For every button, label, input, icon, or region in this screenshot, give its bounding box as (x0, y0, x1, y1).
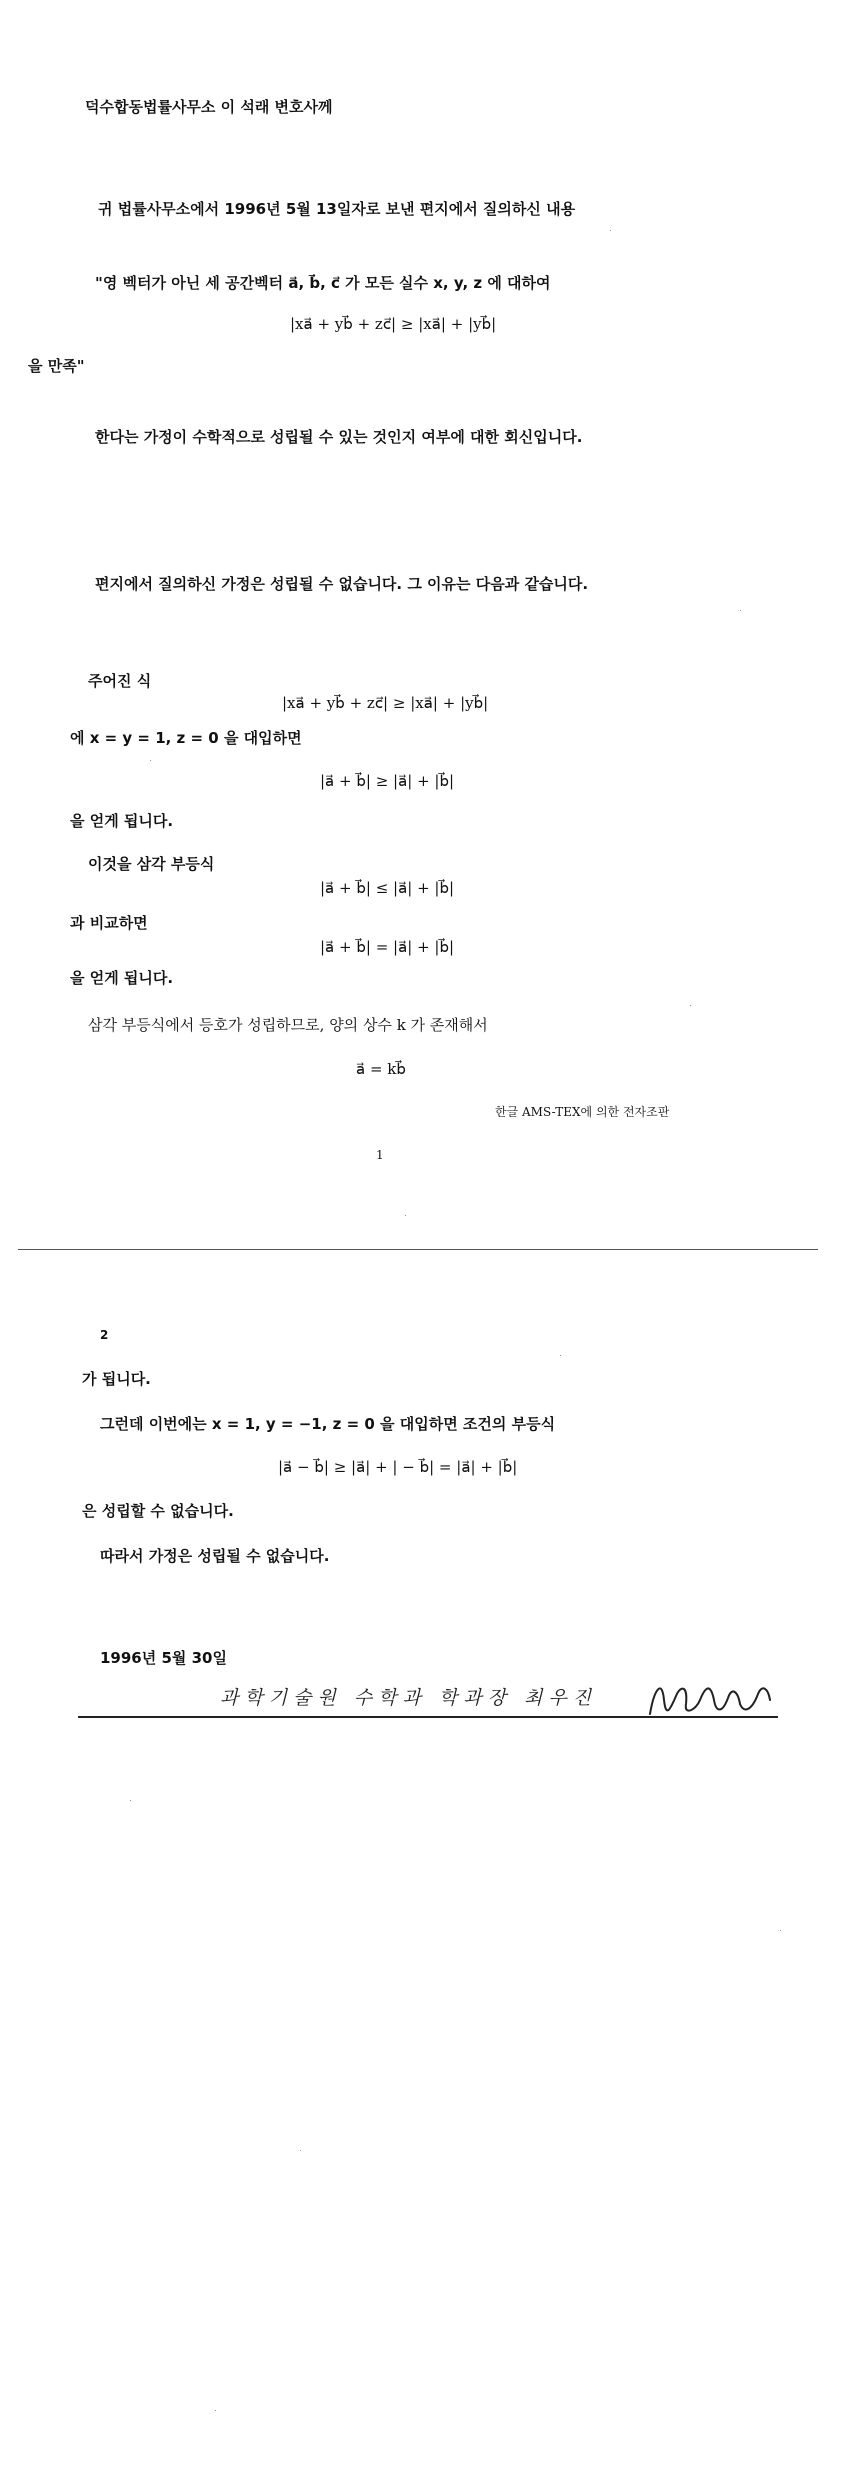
obtain-line-1: 을 얻게 됩니다. (70, 812, 174, 830)
addressee-line: 덕수합동법률사무소 이 석래 변호사께 (85, 98, 333, 116)
triangle-label: 이것을 삼각 부등식 (88, 855, 215, 873)
equality-formula: |a⃗ + b⃗| = |a⃗| + |b⃗| (320, 938, 455, 956)
answer-line: 편지에서 질의하신 가정은 성립될 수 없습니다. 그 이유는 다음과 같습니다. (95, 575, 589, 593)
page-number-1: 1 (376, 1148, 384, 1162)
date-line: 1996년 5월 30일 (100, 1649, 227, 1667)
conclusion-line: 따라서 가정은 성립될 수 없습니다. (100, 1547, 330, 1565)
page-number-2: 2 (100, 1328, 109, 1342)
result-formula-1: |a⃗ + b⃗| ≥ |a⃗| + |b⃗| (320, 772, 455, 790)
triangle-formula: |a⃗ + b⃗| ≤ |a⃗| + |b⃗| (320, 879, 455, 897)
given-formula: |xa⃗ + yb⃗ + zc⃗| ≥ |xa⃗| + |yb⃗| (282, 694, 489, 712)
quote-close-line: 을 만족" (28, 357, 85, 375)
request-line: 한다는 가정이 수학적으로 성립될 수 있는 것인지 여부에 대한 회신입니다. (95, 428, 583, 446)
quote-formula: |xa⃗ + yb⃗ + zc⃗| ≥ |xa⃗| + |yb⃗| (290, 315, 497, 333)
quote-open-line: "영 벡터가 아닌 세 공간벡터 a⃗, b⃗, c⃗ 가 모든 실수 x, y, z 에 대하여 (95, 274, 551, 292)
signature-underline (78, 1716, 778, 1718)
cannot-hold-line: 은 성립할 수 없습니다. (82, 1502, 234, 1520)
obtain-line-2: 을 얻게 됩니다. (70, 969, 174, 987)
intro-line: 귀 법률사무소에서 1996년 5월 13일자로 보낸 편지에서 질의하신 내용 (98, 200, 576, 218)
given-label: 주어진 식 (88, 672, 152, 690)
compare-line: 과 비교하면 (70, 914, 148, 932)
page-separator (18, 1249, 818, 1250)
footer-note: 한글 AMS-TEX에 의한 전자조판 (495, 1105, 670, 1119)
substitute-line: 에 x = y = 1, z = 0 을 대입하면 (70, 729, 302, 747)
k-formula: a⃗ = kb⃗ (356, 1060, 406, 1078)
handwritten-signature-text: 과학기술원 수학과 학과장 최우진 (220, 1687, 598, 1709)
continuation-line: 가 됩니다. (82, 1370, 151, 1388)
second-formula: |a⃗ − b⃗| ≥ |a⃗| + | − b⃗| = |a⃗| + |b⃗| (278, 1458, 518, 1476)
equality-reason-line: 삼각 부등식에서 등호가 성립하므로, 양의 상수 k 가 존재해서 (88, 1016, 488, 1034)
second-substitute-line: 그런데 이번에는 x = 1, y = −1, z = 0 을 대입하면 조건의 부등식 (100, 1415, 556, 1433)
